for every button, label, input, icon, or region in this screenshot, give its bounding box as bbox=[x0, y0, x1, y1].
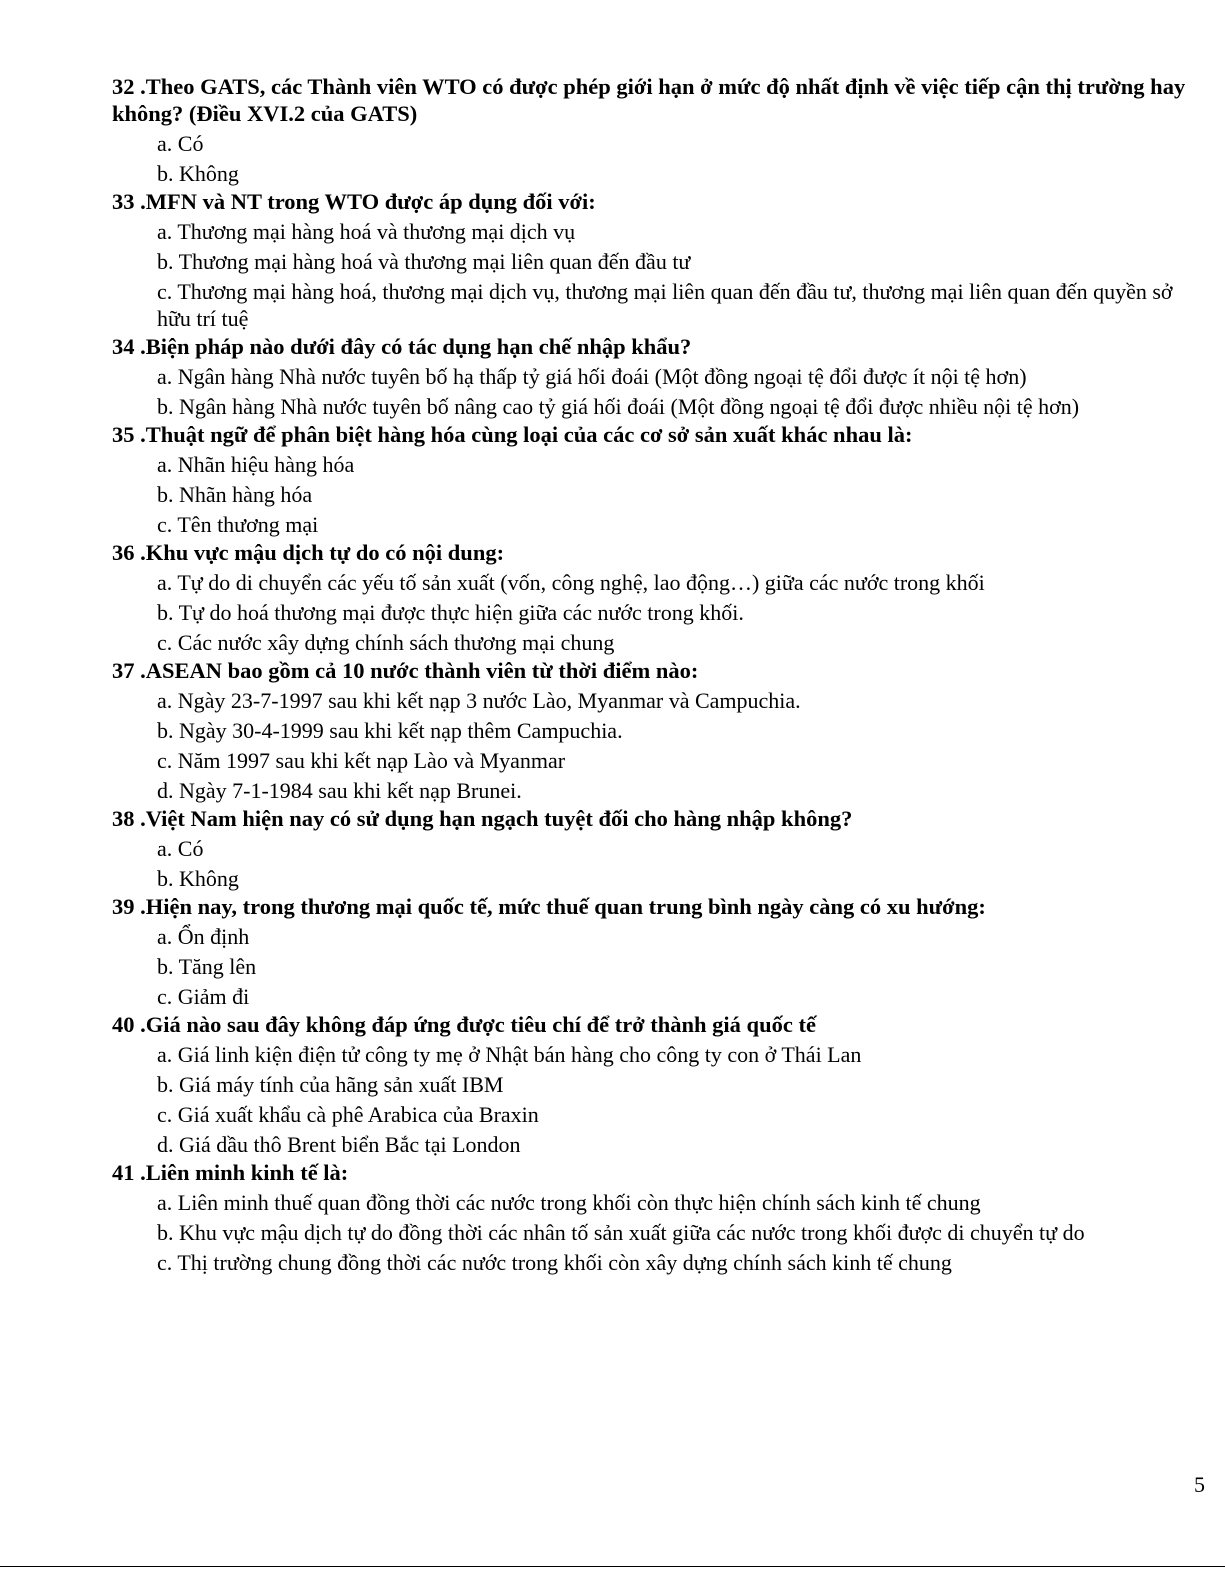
question-38 bbox=[112, 804, 1194, 892]
answer-option: a. Có bbox=[157, 131, 204, 156]
answer-option: a. Ngày 23-7-1997 sau khi kết nạp 3 nước Lào, Myanmar và Campuchia. bbox=[157, 688, 801, 713]
answer-option: b. Ngày 30-4-1999 sau khi kết nạp thêm Campuchia. bbox=[157, 718, 623, 743]
answer-option: a. Nhãn hiệu hàng hóa bbox=[157, 452, 355, 477]
answer-option: a. Ngân hàng Nhà nước tuyên bố hạ thấp tỷ giá hối đoái (Một đồng ngoại tệ đổi được ít nội tệ hơn) bbox=[157, 364, 1027, 389]
question-36 bbox=[112, 538, 1194, 656]
answer-option: b. Không bbox=[157, 866, 239, 891]
question-34 bbox=[112, 332, 1194, 420]
answer-option: b. Khu vực mậu dịch tự do đồng thời các nhân tố sản xuất giữa các nước trong khối được di chuyển tự do bbox=[157, 1220, 1085, 1245]
answer-option: b. Tự do hoá thương mại được thực hiện giữa các nước trong khối. bbox=[157, 600, 744, 625]
question-35 bbox=[112, 420, 1194, 538]
question-title: 40 .Giá nào sau đây không đáp ứng được tiêu chí để trở thành giá quốc tế bbox=[112, 1012, 816, 1037]
question-title: 32 .Theo GATS, các Thành viên WTO có được phép giới hạn ở mức độ nhất định về việc tiếp cận thị trường hay không? (Điều XVI.2 của GATS) bbox=[112, 74, 1186, 126]
answer-option: c. Giá xuất khẩu cà phê Arabica của Braxin bbox=[157, 1102, 539, 1127]
page-bottom-divider bbox=[0, 1566, 1225, 1567]
answer-option: a. Giá linh kiện điện tử công ty mẹ ở Nhật bán hàng cho công ty con ở Thái Lan bbox=[157, 1042, 862, 1067]
answer-option: a. Liên minh thuế quan đồng thời các nước trong khối còn thực hiện chính sách kinh tế chung bbox=[157, 1190, 981, 1215]
question-title: 41 .Liên minh kinh tế là: bbox=[112, 1160, 349, 1185]
question-39 bbox=[112, 892, 1194, 1010]
page-number: 5 bbox=[1194, 1472, 1205, 1497]
question-33 bbox=[112, 187, 1194, 332]
answer-option: c. Năm 1997 sau khi kết nạp Lào và Myanmar bbox=[157, 748, 566, 773]
answer-option: d. Ngày 7-1-1984 sau khi kết nạp Brunei. bbox=[157, 778, 522, 803]
answer-option: c. Giảm đi bbox=[157, 984, 250, 1009]
answer-option: a. Thương mại hàng hoá và thương mại dịch vụ bbox=[157, 219, 576, 244]
answer-option: a. Có bbox=[157, 836, 204, 861]
answer-option: c. Thương mại hàng hoá, thương mại dịch vụ, thương mại liên quan đến đầu tư, thương mại liên quan đến quyền sở hữu trí tuệ bbox=[157, 279, 1173, 331]
answer-option: b. Ngân hàng Nhà nước tuyên bố nâng cao tỷ giá hối đoái (Một đồng ngoại tệ đổi được nhiều nội tệ hơn) bbox=[157, 394, 1080, 419]
question-40 bbox=[112, 1010, 1194, 1158]
answer-option: b. Không bbox=[157, 161, 239, 186]
question-title: 39 .Hiện nay, trong thương mại quốc tế, mức thuế quan trung bình ngày càng có xu hướng: bbox=[112, 894, 986, 919]
answer-option: a. Tự do di chuyển các yếu tố sản xuất (vốn, công nghệ, lao động…) giữa các nước trong khối bbox=[157, 570, 985, 595]
question-title: 34 .Biện pháp nào dưới đây có tác dụng hạn chế nhập khẩu? bbox=[112, 334, 692, 359]
answer-option: b. Thương mại hàng hoá và thương mại liên quan đến đầu tư bbox=[157, 249, 691, 274]
answer-option: b. Tăng lên bbox=[157, 954, 257, 979]
answer-option: b. Giá máy tính của hãng sản xuất IBM bbox=[157, 1072, 504, 1097]
question-title: 36 .Khu vực mậu dịch tự do có nội dung: bbox=[112, 540, 505, 565]
answer-option: d. Giá dầu thô Brent biển Bắc tại London bbox=[157, 1132, 521, 1157]
question-title: 37 .ASEAN bao gồm cả 10 nước thành viên từ thời điểm nào: bbox=[112, 658, 699, 683]
answer-option: a. Ổn định bbox=[157, 924, 250, 949]
answer-option: c. Các nước xây dựng chính sách thương mại chung bbox=[157, 630, 615, 655]
answer-option: b. Nhãn hàng hóa bbox=[157, 482, 313, 507]
question-title: 35 .Thuật ngữ để phân biệt hàng hóa cùng loại của các cơ sở sản xuất khác nhau là: bbox=[112, 422, 913, 447]
question-41 bbox=[112, 1158, 1194, 1276]
document-page bbox=[112, 72, 1194, 1276]
question-title: 38 .Việt Nam hiện nay có sử dụng hạn ngạch tuyệt đối cho hàng nhập không? bbox=[112, 806, 853, 831]
question-title: 33 .MFN và NT trong WTO được áp dụng đối với: bbox=[112, 189, 596, 214]
question-32 bbox=[112, 72, 1194, 187]
answer-option: c. Tên thương mại bbox=[157, 512, 319, 537]
answer-option: c. Thị trường chung đồng thời các nước trong khối còn xây dựng chính sách kinh tế chung bbox=[157, 1250, 952, 1275]
question-37 bbox=[112, 656, 1194, 804]
